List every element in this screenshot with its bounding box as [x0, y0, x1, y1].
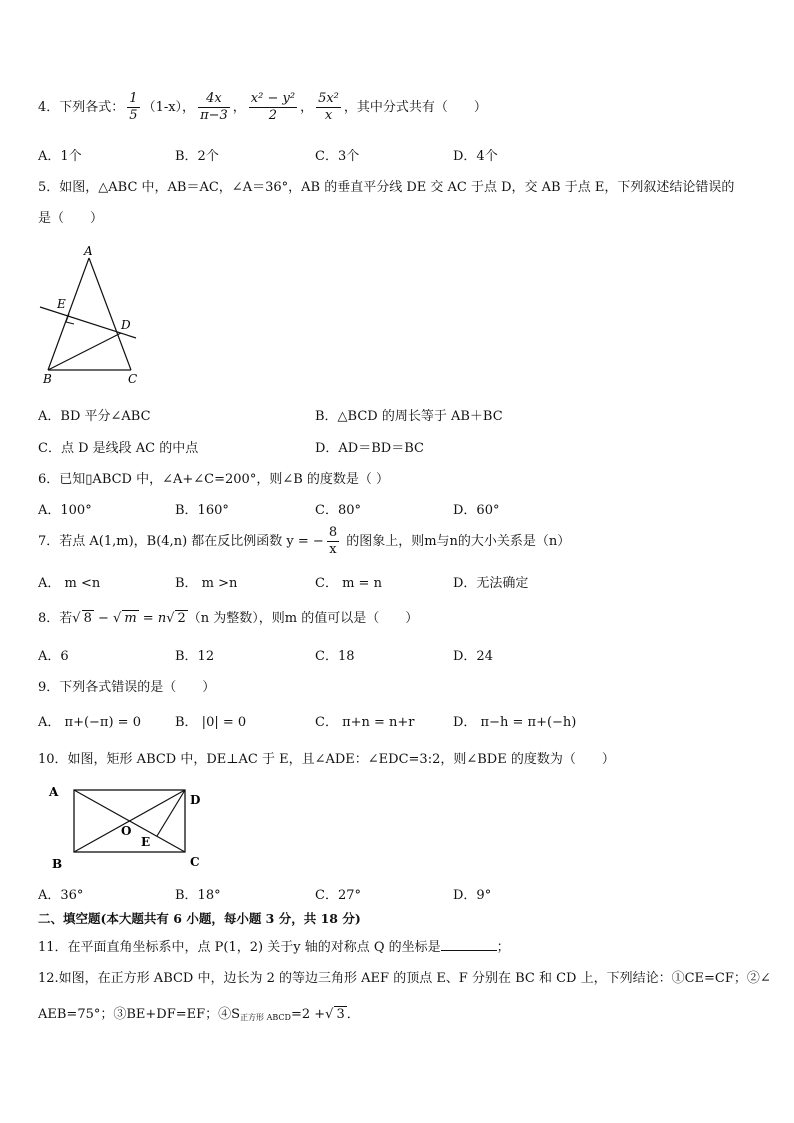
q6-stem: 6．已知▯ABCD 中，∠A+∠C=200°，则∠B 的度数是（ ）: [38, 472, 390, 487]
q10-option-d[interactable]: D．9°: [453, 888, 492, 903]
q4-option-a[interactable]: A．1个: [38, 149, 82, 164]
q5-option-d[interactable]: D．AD＝BD＝BC: [315, 441, 424, 456]
q7-text-a: 7．若点 A(1,m)，B(4,n) 都在反比例函数 y = −: [38, 534, 324, 549]
q12-subscript: 正方形 ABCD: [240, 1013, 291, 1022]
q9-option-a[interactable]: A． π+(−π) = 0: [38, 715, 141, 730]
q4-fraction-3: $\frac{\text{x² − y²}}{2}$: [250, 91, 296, 123]
q10-stem: 10．如图，矩形 ABCD 中，DE⊥AC 于 E，且∠ADE：∠EDC=3:2，则∠BDE 的度数为（ ）: [38, 752, 615, 767]
q4-fraction-2: $\frac{4x}{\pi-3}$: [200, 91, 228, 123]
q12-root-3: 3: [336, 1007, 345, 1022]
q5-label-b: B: [43, 372, 52, 386]
q11-stem: 11．在平面直角坐标系中，点 P(1，2) 关于y 轴的对称点 Q 的坐标是 ；: [38, 940, 510, 955]
q8-option-a[interactable]: A．6: [38, 649, 69, 664]
q6-option-d[interactable]: D．60°: [453, 503, 500, 518]
q9-stem: 9．下列各式错误的是（ ）: [38, 680, 216, 695]
q10-label-o: O: [121, 824, 132, 838]
q8-option-d[interactable]: D．24: [453, 649, 493, 664]
q10-option-a[interactable]: A．36°: [38, 888, 84, 903]
q4-frac1-tail: （1-x），: [142, 100, 196, 115]
q10-rectangle-figure: [44, 782, 214, 872]
q5-option-c[interactable]: C．点 D 是线段 AC 的中点: [38, 441, 199, 456]
q10-label-b: B: [52, 857, 63, 871]
q5-label-c: C: [128, 372, 138, 386]
q9-option-c[interactable]: C． π+n = n+r: [315, 715, 415, 730]
q7-fraction: $\frac{8}{x}$: [328, 525, 338, 557]
q5-option-a[interactable]: A．BD 平分∠ABC: [38, 409, 151, 424]
q4-suffix: ，其中分式共有（ ）: [343, 100, 487, 115]
q4-option-d[interactable]: D．4个: [453, 149, 498, 164]
q8-root-m: m: [124, 611, 137, 626]
section-2-title: 二、填空题(本大题共有 6 小题，每小题 3 分，共 18 分): [38, 911, 361, 926]
q5-side-ac: [89, 258, 131, 370]
q10-label-e: E: [141, 835, 151, 849]
q5-label-d: D: [121, 318, 131, 332]
q10-label-a: A: [49, 785, 59, 799]
q7-option-d[interactable]: D．无法确定: [453, 576, 529, 591]
q5-label-e: E: [57, 297, 66, 311]
q9-option-d[interactable]: D． π−h = π+(−h): [453, 715, 577, 730]
q6-option-b[interactable]: B．160°: [175, 503, 229, 518]
q5-option-b[interactable]: B．△BCD 的周长等于 AB＋BC: [315, 409, 503, 424]
q4-prefix: 4．下列各式：: [38, 100, 125, 115]
q7-text-b: 的图象上，则m与n的大小关系是（n）: [342, 534, 571, 549]
q11-answer-blank[interactable]: [441, 938, 497, 951]
q8-root-8: 8: [83, 611, 92, 626]
q8-root-2: 2: [177, 611, 186, 626]
q10-label-c: C: [190, 855, 200, 869]
q4-fraction-4: $\frac{\text{5x²}}{x}$: [318, 91, 339, 123]
q10-label-d: D: [190, 793, 201, 807]
q8-stem: 8．若√ 8 − √ m = n√ 2 （n 为整数），则m 的值可以是（ ）: [38, 611, 419, 626]
q7-option-c[interactable]: C． m = n: [315, 576, 382, 591]
q12-stem-line1: 12.如图，在正方形 ABCD 中，边长为 2 的等边三角形 AEF 的顶点 E、F 分别在 BC 和 CD 上，下列结论：①CE=CF；②∠: [38, 971, 771, 986]
q5-stem-line1: 5．如图，△ABC 中，AB＝AC，∠A＝36°，AB 的垂直平分线 DE 交 AC 于点 D，交 AB 于点 E，下列叙述结论错误的: [38, 180, 735, 195]
q4-stem: 4．下列各式： $\frac{1}{5}$ （1-x）， $\frac{4x}{\pi-3}$ ， $\frac{\text{x² − y²}}{2}$ ， $\frac{\text{5x²}}{x}$ ，其中分式共有（ ）: [38, 91, 487, 123]
q10-segment-de: [157, 790, 185, 836]
q10-option-c[interactable]: C．27°: [315, 888, 361, 903]
q5-label-a: A: [84, 244, 93, 258]
q8-option-c[interactable]: C．18: [315, 649, 355, 664]
q9-option-b[interactable]: B． |0| = 0: [175, 715, 247, 730]
q4-option-b[interactable]: B．2个: [175, 149, 219, 164]
q7-option-a[interactable]: A． m <n: [38, 576, 101, 591]
q5-triangle-figure: [36, 242, 146, 387]
q6-option-a[interactable]: A．100°: [38, 503, 92, 518]
q7-option-b[interactable]: B． m >n: [175, 576, 238, 591]
q4-fraction-1: $\frac{1}{5}$: [129, 91, 138, 123]
q4-option-c[interactable]: C．3个: [315, 149, 360, 164]
q12-stem-line2: AEB=75°；③BE+DF=EF；$④S_{正方形 ABCD}=2$ +√ 3 ．: [38, 1007, 360, 1022]
q8-option-b[interactable]: B．12: [175, 649, 215, 664]
q5-stem-line2: 是（ ）: [38, 211, 104, 226]
q10-option-b[interactable]: B．18°: [175, 888, 221, 903]
q6-option-c[interactable]: C．80°: [315, 503, 361, 518]
q7-stem: [38, 522, 570, 562]
